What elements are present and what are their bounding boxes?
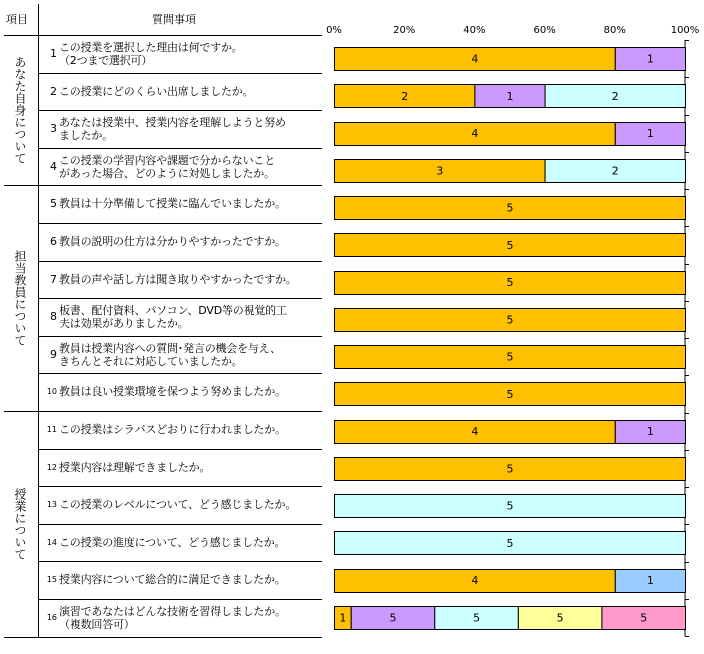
category-label: 担当教員について [13, 250, 27, 347]
data-label: 4 [471, 52, 479, 66]
data-label: 5 [506, 499, 514, 513]
question-number: 4 [50, 159, 57, 173]
x-tick-label: 100% [670, 25, 700, 36]
data-label: 5 [389, 611, 397, 625]
question-text: 教員は良い授業環境を保つよう努めましたか。 [59, 385, 286, 399]
data-label: 5 [506, 350, 514, 364]
question-number: 10 [46, 387, 57, 397]
header-question: 質問事項 [152, 13, 196, 26]
data-label: 5 [556, 611, 564, 625]
x-tick-label: 0% [326, 25, 342, 36]
question-number: 16 [46, 613, 57, 622]
data-label: 1 [646, 425, 654, 439]
data-label: 2 [611, 164, 619, 178]
x-tick-label: 40% [463, 25, 486, 36]
data-label: 3 [436, 164, 444, 178]
question-text: この授業の学習内容や課題で分からないこと があった場合、どのように対処しましたか。 [59, 153, 275, 180]
data-label: 5 [506, 238, 514, 252]
question-number: 5 [50, 197, 57, 211]
question-text: 演習であなたはどんな技術を習得しましたか。 （複数回答可） [59, 605, 286, 631]
question-number: 14 [46, 537, 57, 547]
data-label: 2 [611, 89, 619, 103]
question-text: 教員の説明の仕方は分かりやすかったですか。 [59, 235, 286, 248]
x-tick-label: 60% [533, 25, 556, 36]
data-label: 5 [506, 313, 514, 327]
header-item: 項目 [6, 13, 28, 26]
category-label: あなた自身について [13, 56, 27, 165]
data-label: 1 [646, 127, 654, 141]
data-label: 5 [506, 201, 514, 215]
question-number: 2 [50, 84, 57, 98]
question-text: 板書、配付資料、パソコン、DVD等の視覚的工 夫は効果がありましたか。 [59, 304, 287, 331]
data-label: 4 [471, 574, 479, 588]
data-label: 1 [646, 52, 654, 66]
question-number: 9 [50, 347, 57, 361]
x-tick-label: 20% [393, 25, 416, 36]
question-number: 1 [50, 47, 57, 60]
question-text: あなたは授業中、授業内容を理解しようと努め ましたか。 [59, 116, 286, 143]
data-label: 1 [339, 611, 347, 625]
question-text: 教員は十分準備して授業に臨んでいましたか。 [59, 197, 286, 211]
data-label: 5 [473, 611, 481, 625]
question-text: 授業内容について総合的に満足できましたか。 [59, 573, 286, 587]
data-label: 5 [506, 276, 514, 290]
question-text: この授業を選択した理由は何ですか。 （2つまで選択可） [59, 41, 243, 67]
question-text: この授業にどのくらい出席しましたか。 [59, 84, 254, 98]
question-number: 12 [46, 462, 57, 472]
question-text: この授業の進度について、どう感じましたか。 [59, 535, 286, 549]
question-number: 13 [46, 500, 57, 510]
data-label: 4 [471, 127, 479, 141]
data-label: 5 [506, 462, 514, 476]
question-number: 6 [50, 235, 57, 248]
data-label: 2 [401, 89, 409, 103]
question-text: 教員は授業内容への質問･発言の機会を与え、 きちんとそれに対応していましたか。 [59, 341, 281, 368]
question-number: 7 [50, 272, 57, 286]
data-label: 5 [506, 536, 514, 550]
question-text: 教員の声や話し方は聞き取りやすかったですか。 [59, 272, 297, 286]
question-text: この授業のレベルについて、どう感じましたか。 [59, 498, 297, 512]
category-label: 授業について [13, 487, 27, 560]
question-text: この授業はシラバスどおりに行われましたか。 [59, 423, 286, 436]
data-label: 5 [506, 387, 514, 401]
question-number: 15 [46, 575, 57, 585]
data-label: 5 [640, 611, 648, 625]
data-label: 1 [646, 574, 654, 588]
x-tick-label: 80% [603, 25, 626, 36]
question-number: 8 [50, 310, 57, 324]
question-number: 11 [46, 425, 57, 434]
question-text: 授業内容は理解できましたか。 [59, 460, 211, 474]
data-label: 1 [506, 89, 514, 103]
data-label: 4 [471, 425, 479, 439]
question-number: 3 [50, 122, 57, 136]
